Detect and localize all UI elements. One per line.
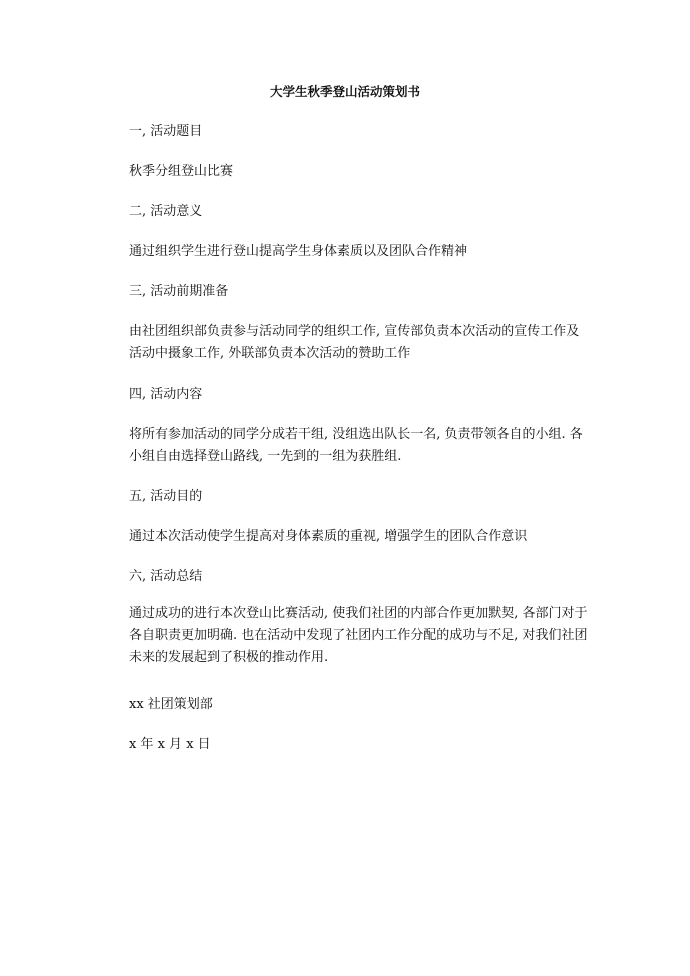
section-body-4: 将所有参加活动的同学分成若干组, 没组选出队长一名, 负责带领各自的小组. 各小组自由选择登山路线, 一先到的一组为获胜组. (129, 427, 583, 464)
section-body-6: 通过成功的进行本次登山比赛活动, 使我们社团的内部合作更加默契, 各部门对于各自职责更加明确. 也在活动中发现了社团内工作分配的成功与不足, 对我们社团未来的发展起到了积极的推动作用. (129, 606, 588, 665)
section-body-1: 秋季分组登山比赛 (129, 164, 234, 179)
signature-line: xx 社团策划部 (129, 697, 213, 712)
document-title: 大学生秋季登山活动策划书 (269, 84, 420, 99)
section-body-3: 由社团组织部负责参与活动同学的组织工作, 宣传部负责本次活动的宣传工作及活动中摄象工作, 外联部负责本次活动的赞助工作 (129, 324, 580, 361)
section-heading-6: 六, 活动总结 (129, 569, 203, 584)
section-heading-1: 一, 活动题目 (129, 124, 203, 139)
section-body-5: 通过本次活动使学生提高对身体素质的重视, 增强学生的团队合作意识 (129, 529, 528, 544)
date-line: x 年 x 月 x 日 (129, 737, 211, 752)
section-heading-4: 四, 活动内容 (129, 387, 203, 402)
section-body-2: 通过组织学生进行登山提高学生身体素质以及团队合作精神 (129, 244, 468, 259)
section-heading-2: 二, 活动意义 (129, 204, 203, 219)
section-heading-5: 五, 活动目的 (129, 489, 203, 504)
section-heading-3: 三, 活动前期准备 (129, 284, 229, 299)
